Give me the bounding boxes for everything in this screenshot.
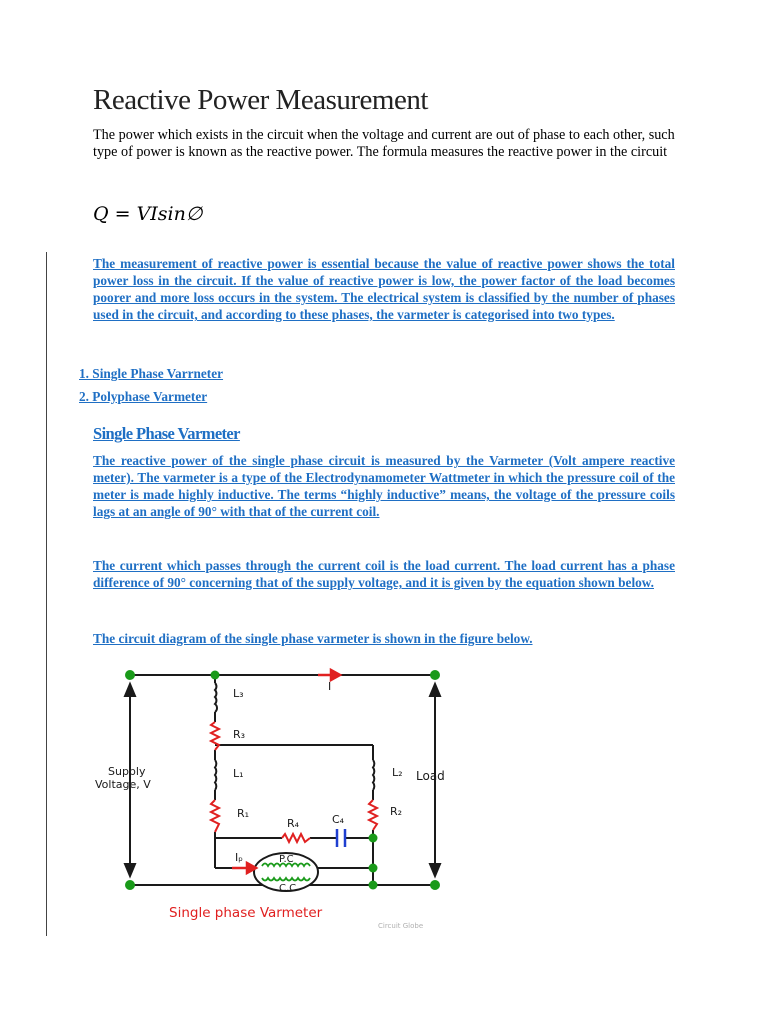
intro-paragraph: The power which exists in the circuit when the voltage and current are out of phase to each other, such type of power is known as the reactive power. The formula measures the reactive power in the circuit [93, 127, 675, 160]
page-title: Reactive Power Measurement [93, 84, 428, 116]
label-r4: R₄ [287, 817, 300, 830]
component-labels [95, 680, 445, 864]
formula-rhs: VIsin∅ [136, 203, 203, 225]
label-load: Load [416, 769, 445, 783]
inductor-l3 [215, 683, 217, 712]
resistor-r4 [282, 834, 310, 842]
resistor-r2 [369, 800, 377, 830]
formula-equals: = [108, 203, 137, 225]
label-c4: C₄ [332, 813, 345, 826]
inductor-l2 [373, 760, 374, 790]
figure-watermark: Circuit Globe [378, 922, 424, 930]
section-heading: Single Phase Varmeter [93, 424, 240, 443]
label-l2: L₂ [392, 766, 403, 779]
margin-line [46, 252, 47, 936]
inductor-l1 [215, 760, 216, 790]
label-l1: L₁ [233, 767, 244, 780]
label-current: I [328, 680, 332, 693]
resistor-r1 [211, 800, 219, 832]
paragraph-load-current: The current which passes through the current coil is the load current. The load current has a phase difference of 90° concerning that of the supply voltage, and it is given by the equation shown below. [93, 558, 675, 590]
label-r2: R₂ [390, 805, 403, 818]
label-pc: P.C [279, 854, 294, 865]
formula [93, 203, 202, 225]
current-arrows [232, 670, 340, 873]
label-supply-line2: Voltage, V [95, 778, 151, 791]
formula-lhs: Q [93, 203, 109, 225]
label-cc: C.C [279, 883, 297, 894]
voltage-arrows [125, 684, 440, 876]
label-l3: L₃ [233, 687, 244, 700]
list-item: 1. Single Phase Varrneter [79, 366, 224, 381]
paragraph-importance: The measurement of reactive power is essential because the value of reactive power shows the total power loss in the circuit. If the value of reactive power is low, the power factor of the load becomes poorer and more loss occurs in the system. The electrical system is classified by the number of phases used in the circuit, and according to these phases, the varmeter is categorised into two types. [93, 256, 675, 322]
paragraph-figure-intro: The circuit diagram of the single phase varmeter is shown in the figure below. [93, 631, 533, 646]
label-r3: R₃ [233, 728, 246, 741]
meter [254, 853, 318, 894]
paragraph-single-phase: The reactive power of the single phase circuit is measured by the Varmeter (Volt ampere reactive meter). The varmeter is a type of the Electrodynamometer Wattmeter in which the pressure coil of the meter is made highly inductive. The terms “highly inductive” means, the voltage of the pressure coils lags at an angle of 90° with that of the current coil. [93, 453, 675, 519]
label-ip: Iₚ [235, 851, 243, 864]
varmeter-circuit-diagram [90, 660, 480, 935]
label-supply-line1: Supply [108, 765, 146, 778]
list-item: 2. Polyphase Varmeter [79, 389, 208, 404]
label-r1: R₁ [237, 807, 250, 820]
capacitor-c4 [337, 829, 345, 847]
figure-caption: Single phase Varmeter [169, 905, 323, 921]
varmeter-types-list [79, 366, 223, 412]
